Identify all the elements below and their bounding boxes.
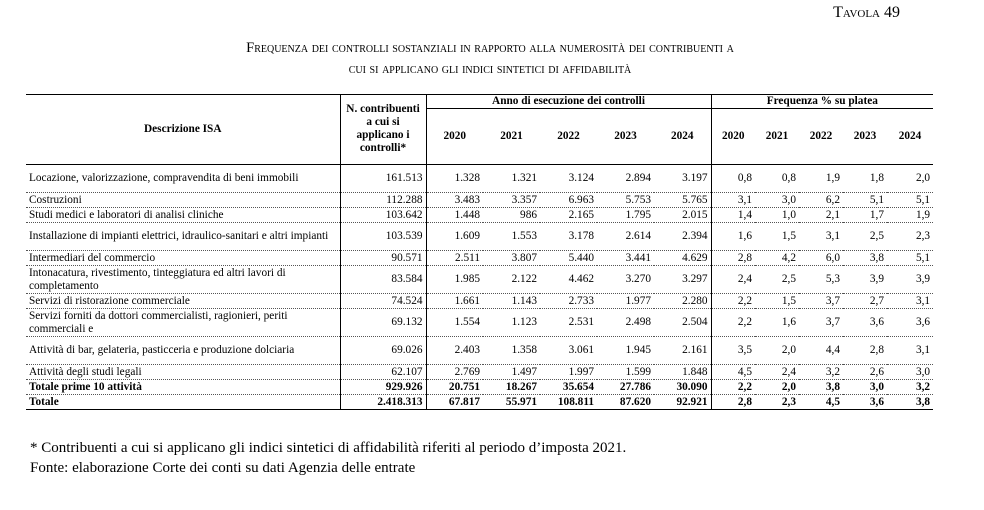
data-table-container xyxy=(26,94,933,410)
frequenza-cell: 3,6 xyxy=(887,309,933,337)
freq-year-header: 2020 xyxy=(711,109,755,165)
frequenza-cell: 4,2 xyxy=(755,251,799,266)
controlli-cell: 2.733 xyxy=(540,294,597,309)
freq-year-header: 2023 xyxy=(843,109,887,165)
controlli-cell: 3.441 xyxy=(597,251,654,266)
anno-year-header: 2021 xyxy=(483,109,540,165)
controlli-cell: 3.357 xyxy=(483,193,540,208)
frequenza-cell: 2,4 xyxy=(755,365,799,380)
controlli-cell: 3.061 xyxy=(540,337,597,365)
controlli-cell: 1.609 xyxy=(426,223,483,251)
frequenza-cell: 3,9 xyxy=(843,266,887,294)
frequenza-cell: 3,7 xyxy=(799,309,843,337)
frequenza-cell: 2,8 xyxy=(711,395,755,410)
n-contribuenti-cell: 83.584 xyxy=(340,266,426,294)
table-row xyxy=(26,208,933,223)
n-contribuenti-cell: 62.107 xyxy=(340,365,426,380)
controlli-cell: 3.197 xyxy=(654,165,711,193)
controlli-cell: 2.161 xyxy=(654,337,711,365)
frequenza-cell: 1,4 xyxy=(711,208,755,223)
controlli-cell: 3.270 xyxy=(597,266,654,294)
frequenza-cell: 3,1 xyxy=(799,223,843,251)
table-row xyxy=(26,309,933,337)
controlli-cell: 1.985 xyxy=(426,266,483,294)
footnotes xyxy=(30,438,626,478)
frequenza-cell: 2,5 xyxy=(755,266,799,294)
frequenza-cell: 5,3 xyxy=(799,266,843,294)
frequenza-cell: 4,5 xyxy=(711,365,755,380)
row-description: Installazione di impianti elettrici, idraulico-sanitari e altri impianti xyxy=(26,223,340,251)
table-row xyxy=(26,294,933,309)
frequenza-cell: 2,0 xyxy=(755,337,799,365)
n-contribuenti-cell: 929.926 xyxy=(340,380,426,395)
frequenza-cell: 2,1 xyxy=(799,208,843,223)
frequenza-cell: 5,1 xyxy=(887,193,933,208)
controlli-cell: 2.280 xyxy=(654,294,711,309)
n-contribuenti-cell: 69.026 xyxy=(340,337,426,365)
controlli-cell: 2.403 xyxy=(426,337,483,365)
frequenza-cell: 3,8 xyxy=(799,380,843,395)
freq-year-header: 2024 xyxy=(887,109,933,165)
controlli-cell: 1.795 xyxy=(597,208,654,223)
frequenza-cell: 1,5 xyxy=(755,223,799,251)
frequenza-cell: 4,4 xyxy=(799,337,843,365)
controlli-cell: 1.599 xyxy=(597,365,654,380)
frequenza-cell: 0,8 xyxy=(755,165,799,193)
frequenza-cell: 6,2 xyxy=(799,193,843,208)
table-title xyxy=(40,38,940,80)
frequenza-cell: 3,2 xyxy=(887,380,933,395)
controlli-cell: 92.921 xyxy=(654,395,711,410)
freq-year-header: 2021 xyxy=(755,109,799,165)
frequenza-cell: 0,8 xyxy=(711,165,755,193)
row-description: Servizi forniti da dottori commercialisti, ragionieri, periti commerciali e xyxy=(26,309,340,337)
total-row xyxy=(26,380,933,395)
frequenza-cell: 3,7 xyxy=(799,294,843,309)
controlli-cell: 3.807 xyxy=(483,251,540,266)
footnote-source: Fonte: elaborazione Corte dei conti su dati Agenzia delle entrate xyxy=(30,460,416,476)
controlli-cell: 20.751 xyxy=(426,380,483,395)
frequenza-cell: 1,6 xyxy=(711,223,755,251)
controlli-cell: 1.848 xyxy=(654,365,711,380)
frequenza-cell: 4,5 xyxy=(799,395,843,410)
frequenza-cell: 1,9 xyxy=(799,165,843,193)
freq-year-header: 2022 xyxy=(799,109,843,165)
table-row xyxy=(26,337,933,365)
controlli-cell: 6.963 xyxy=(540,193,597,208)
row-description: Studi medici e laboratori di analisi cliniche xyxy=(26,208,340,223)
controlli-cell: 1.321 xyxy=(483,165,540,193)
frequenza-cell: 3,0 xyxy=(887,365,933,380)
controlli-cell: 1.143 xyxy=(483,294,540,309)
table-number: Tavola 49 xyxy=(833,4,900,21)
controlli-cell: 1.553 xyxy=(483,223,540,251)
frequenza-cell: 3,5 xyxy=(711,337,755,365)
controlli-cell: 1.977 xyxy=(597,294,654,309)
controlli-cell: 986 xyxy=(483,208,540,223)
n-contribuenti-cell: 161.513 xyxy=(340,165,426,193)
controlli-cell: 4.462 xyxy=(540,266,597,294)
controlli-cell: 67.817 xyxy=(426,395,483,410)
frequenza-cell: 5,1 xyxy=(843,193,887,208)
frequenza-cell: 1,9 xyxy=(887,208,933,223)
controlli-cell: 3.483 xyxy=(426,193,483,208)
controlli-cell: 30.090 xyxy=(654,380,711,395)
controlli-cell: 18.267 xyxy=(483,380,540,395)
n-contribuenti-cell: 2.418.313 xyxy=(340,395,426,410)
frequenza-cell: 2,2 xyxy=(711,294,755,309)
controlli-cell: 5.765 xyxy=(654,193,711,208)
controlli-cell: 2.531 xyxy=(540,309,597,337)
controlli-cell: 3.124 xyxy=(540,165,597,193)
controlli-cell: 108.811 xyxy=(540,395,597,410)
table-row xyxy=(26,165,933,193)
controlli-cell: 1.448 xyxy=(426,208,483,223)
controlli-cell: 27.786 xyxy=(597,380,654,395)
controlli-cell: 4.629 xyxy=(654,251,711,266)
controlli-cell: 55.971 xyxy=(483,395,540,410)
table-row xyxy=(26,365,933,380)
frequenza-cell: 2,6 xyxy=(843,365,887,380)
frequenza-cell: 3,6 xyxy=(843,395,887,410)
frequenza-cell: 2,0 xyxy=(887,165,933,193)
data-table xyxy=(26,94,933,410)
row-description: Intermediari del commercio xyxy=(26,251,340,266)
n-contribuenti-cell: 90.571 xyxy=(340,251,426,266)
footnote-asterisk: * Contribuenti a cui si applicano gli indici sintetici di affidabilità riferiti al periodo d’imposta 2021. xyxy=(30,440,627,456)
controlli-cell: 3.178 xyxy=(540,223,597,251)
controlli-cell: 35.654 xyxy=(540,380,597,395)
controlli-cell: 2.511 xyxy=(426,251,483,266)
row-description: Totale prime 10 attività xyxy=(26,380,340,395)
frequenza-cell: 3,1 xyxy=(887,337,933,365)
row-description: Attività degli studi legali xyxy=(26,365,340,380)
controlli-cell: 2.394 xyxy=(654,223,711,251)
anno-year-header: 2022 xyxy=(540,109,597,165)
controlli-cell: 2.614 xyxy=(597,223,654,251)
frequenza-cell: 3,9 xyxy=(887,266,933,294)
controlli-cell: 2.122 xyxy=(483,266,540,294)
frequenza-cell: 2,2 xyxy=(711,380,755,395)
frequenza-cell: 2,0 xyxy=(755,380,799,395)
header-description: Descrizione ISA xyxy=(26,95,340,165)
controlli-cell: 2.498 xyxy=(597,309,654,337)
controlli-cell: 2.165 xyxy=(540,208,597,223)
frequenza-cell: 2,3 xyxy=(887,223,933,251)
title-line-1: Frequenza dei controlli sostanziali in rapporto alla numerosità dei contribuenti a xyxy=(246,40,734,56)
frequenza-cell: 1,7 xyxy=(843,208,887,223)
frequenza-cell: 3,8 xyxy=(843,251,887,266)
frequenza-cell: 5,1 xyxy=(887,251,933,266)
row-description: Attività di bar, gelateria, pasticceria e produzione dolciaria xyxy=(26,337,340,365)
frequenza-cell: 2,8 xyxy=(843,337,887,365)
table-row xyxy=(26,251,933,266)
anno-year-header: 2023 xyxy=(597,109,654,165)
controlli-cell: 1.358 xyxy=(483,337,540,365)
n-contribuenti-cell: 103.642 xyxy=(340,208,426,223)
frequenza-cell: 1,5 xyxy=(755,294,799,309)
controlli-cell: 1.554 xyxy=(426,309,483,337)
frequenza-cell: 1,8 xyxy=(843,165,887,193)
frequenza-cell: 3,2 xyxy=(799,365,843,380)
anno-year-header: 2024 xyxy=(654,109,711,165)
controlli-cell: 3.297 xyxy=(654,266,711,294)
frequenza-cell: 1,6 xyxy=(755,309,799,337)
n-contribuenti-cell: 112.288 xyxy=(340,193,426,208)
frequenza-cell: 3,1 xyxy=(887,294,933,309)
controlli-cell: 1.661 xyxy=(426,294,483,309)
controlli-cell: 1.945 xyxy=(597,337,654,365)
controlli-cell: 2.015 xyxy=(654,208,711,223)
frequenza-cell: 2,7 xyxy=(843,294,887,309)
controlli-cell: 1.497 xyxy=(483,365,540,380)
controlli-cell: 1.997 xyxy=(540,365,597,380)
controlli-cell: 2.504 xyxy=(654,309,711,337)
table-row xyxy=(26,266,933,294)
frequenza-cell: 3,0 xyxy=(843,380,887,395)
frequenza-cell: 3,6 xyxy=(843,309,887,337)
row-description: Servizi di ristorazione commerciale xyxy=(26,294,340,309)
anno-year-header: 2020 xyxy=(426,109,483,165)
header-freq-group: Frequenza % su platea xyxy=(711,95,933,109)
frequenza-cell: 3,8 xyxy=(887,395,933,410)
controlli-cell: 5.440 xyxy=(540,251,597,266)
frequenza-cell: 3,1 xyxy=(711,193,755,208)
header-n-contribuenti: N. contribuenti a cui si applicano i controlli* xyxy=(340,95,426,165)
row-description: Costruzioni xyxy=(26,193,340,208)
table-row xyxy=(26,223,933,251)
frequenza-cell: 2,2 xyxy=(711,309,755,337)
frequenza-cell: 2,4 xyxy=(711,266,755,294)
row-description: Locazione, valorizzazione, compravendita di beni immobili xyxy=(26,165,340,193)
n-contribuenti-cell: 74.524 xyxy=(340,294,426,309)
total-row xyxy=(26,395,933,410)
row-description: Totale xyxy=(26,395,340,410)
frequenza-cell: 2,3 xyxy=(755,395,799,410)
controlli-cell: 1.328 xyxy=(426,165,483,193)
n-contribuenti-cell: 69.132 xyxy=(340,309,426,337)
controlli-cell: 1.123 xyxy=(483,309,540,337)
controlli-cell: 87.620 xyxy=(597,395,654,410)
header-anno-group: Anno di esecuzione dei controlli xyxy=(426,95,711,109)
frequenza-cell: 2,8 xyxy=(711,251,755,266)
frequenza-cell: 2,5 xyxy=(843,223,887,251)
row-description: Intonacatura, rivestimento, tinteggiatura ed altri lavori di completamento xyxy=(26,266,340,294)
frequenza-cell: 1,0 xyxy=(755,208,799,223)
title-line-2: cui si applicano gli indici sintetici di affidabilità xyxy=(348,61,632,77)
table-row xyxy=(26,193,933,208)
controlli-cell: 2.769 xyxy=(426,365,483,380)
controlli-cell: 5.753 xyxy=(597,193,654,208)
n-contribuenti-cell: 103.539 xyxy=(340,223,426,251)
controlli-cell: 2.894 xyxy=(597,165,654,193)
frequenza-cell: 6,0 xyxy=(799,251,843,266)
frequenza-cell: 3,0 xyxy=(755,193,799,208)
